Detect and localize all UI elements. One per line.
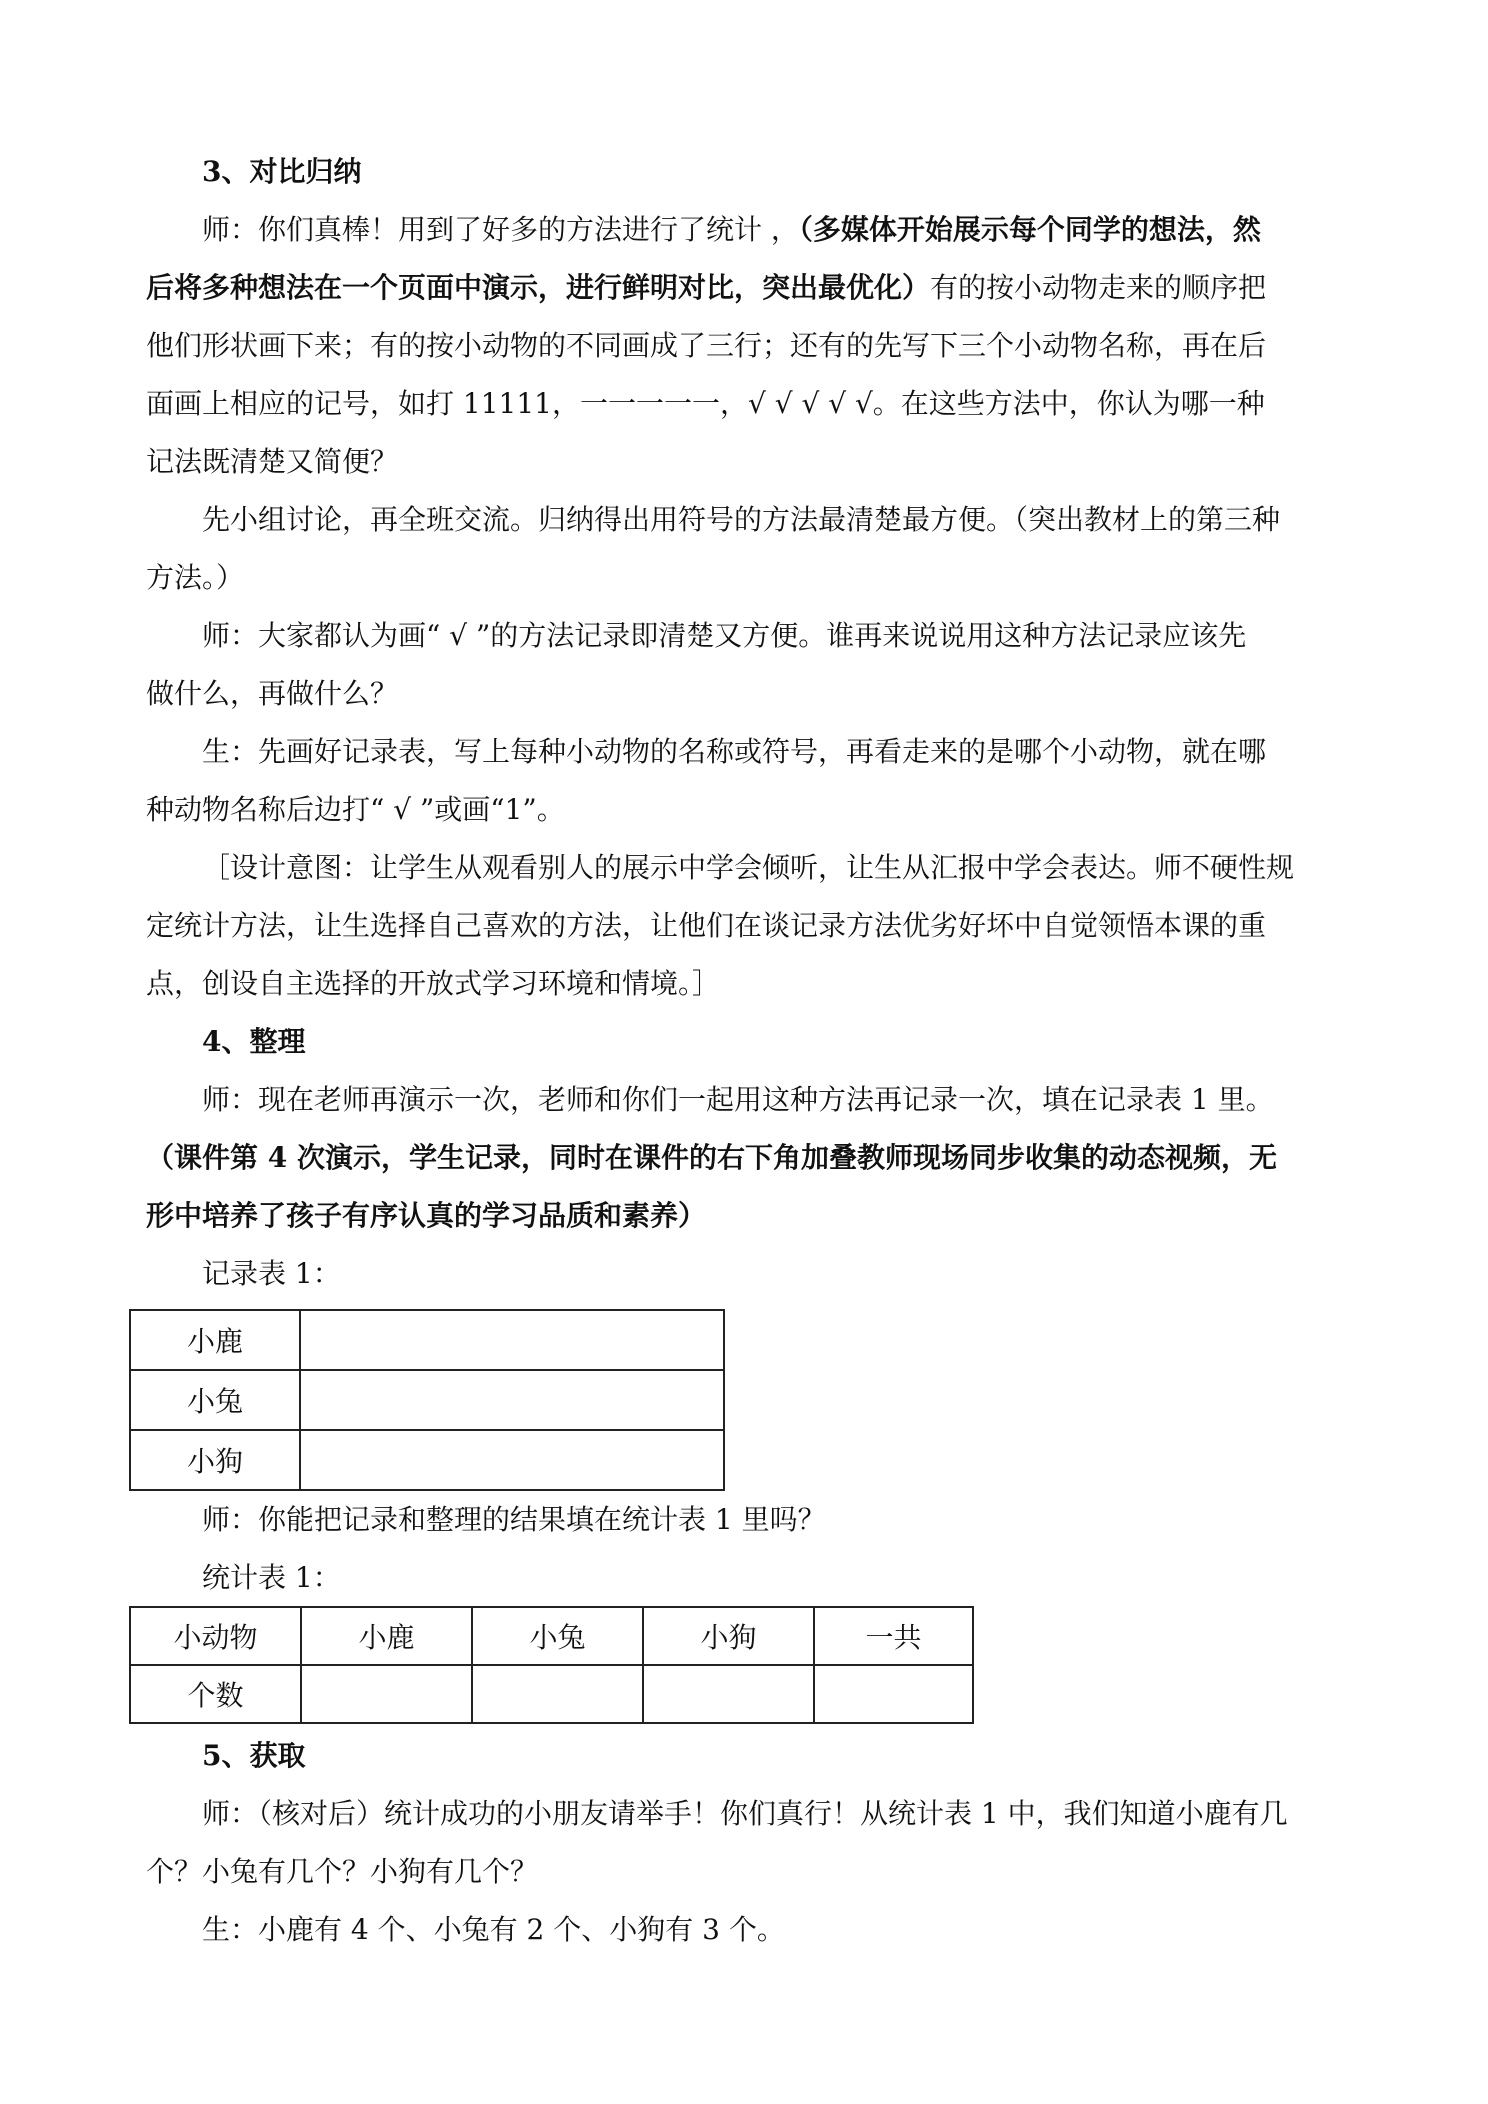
bold-note: 后将多种想法在一个页面中演示，进行鲜明对比，突出最优化）: [146, 271, 931, 304]
section-5-heading: 5、获取: [202, 1739, 306, 1772]
paragraph-line: 师：（核对后）统计成功的小朋友请举手！你们真行！从统计表 1 中，我们知道小鹿有几: [202, 1797, 1288, 1830]
paragraph-line: 生：先画好记录表，写上每种小动物的名称或符号，再看走来的是哪个小动物，就在哪: [202, 735, 1267, 768]
paragraph-line: 面画上相应的记号，如打 11111，一一一一一，√ √ √ √ √。在这些方法中，你认为哪一种: [146, 387, 1265, 420]
stat-table: [129, 1606, 974, 1724]
paragraph-line: 种动物名称后边打“ √ ”或画“1”。: [146, 793, 565, 826]
paragraph-line: 生：小鹿有 4 个、小兔有 2 个、小狗有 3 个。: [202, 1913, 785, 1946]
bold-note: （多媒体开始展示每个同学的想法，然: [798, 213, 1261, 246]
paragraph-line: 个？小兔有几个？小狗有几个？: [146, 1855, 539, 1888]
table-row-label: 个数: [130, 1665, 301, 1723]
table-header-row: [130, 1607, 973, 1665]
stat-table-label: 统计表 1：: [202, 1561, 341, 1594]
table-cell-empty: [301, 1665, 472, 1723]
table-cell-label: 小狗: [130, 1430, 300, 1490]
paragraph-line: 记法既清楚又简便？: [146, 445, 399, 478]
table-cell-empty: [472, 1665, 643, 1723]
table-cell-empty: [300, 1370, 724, 1430]
table-cell-label: 小鹿: [130, 1310, 300, 1370]
paragraph-line: 他们形状画下来；有的按小动物的不同画成了三行；还有的先写下三个小动物名称，再在后: [146, 329, 1267, 362]
design-intent-line: 点，创设自主选择的开放式学习环境和情境。］: [146, 967, 721, 1000]
table-cell-empty: [300, 1430, 724, 1490]
table-header-cell: 小狗: [643, 1607, 814, 1665]
bold-note-line: 形中培养了孩子有序认真的学习品质和素养）: [146, 1199, 707, 1232]
paragraph-line: 师：现在老师再演示一次，老师和你们一起用这种方法再记录一次，填在记录表 1 里。: [202, 1083, 1274, 1116]
bold-note-line: （课件第 4 次演示，学生记录，同时在课件的右下角加叠教师现场同步收集的动态视频，无: [146, 1141, 1277, 1174]
table-header-cell: 小兔: [472, 1607, 643, 1665]
table-header-cell: 一共: [814, 1607, 973, 1665]
table-cell-empty: [300, 1310, 724, 1370]
section-4-heading: 4、整理: [202, 1025, 306, 1058]
section-3-heading: 3、对比归纳: [202, 155, 362, 188]
design-intent-line: ［设计意图：让学生从观看别人的展示中学会倾听，让生从汇报中学会表达。师不硬性规: [202, 851, 1295, 884]
table-row: [130, 1430, 724, 1490]
table-header-cell: 小鹿: [301, 1607, 472, 1665]
table-cell-empty: [643, 1665, 814, 1723]
paragraph-line: 做什么，再做什么？: [146, 677, 399, 710]
paragraph-line: [146, 268, 1366, 308]
table-cell-label: 小兔: [130, 1370, 300, 1430]
paragraph-line: 师：大家都认为画“ √ ”的方法记录即清楚又方便。谁再来说说用这种方法记录应该先: [202, 619, 1247, 652]
paragraph-line: [202, 210, 1368, 250]
paragraph-line: 先小组讨论，再全班交流。归纳得出用符号的方法最清楚最方便。（突出教材上的第三种: [202, 503, 1281, 536]
paragraph-text: 有的按小动物走来的顺序把: [930, 271, 1267, 304]
paragraph-line: 方法。）: [146, 561, 245, 594]
table-row: [130, 1310, 724, 1370]
table-row: [130, 1665, 973, 1723]
table-header-cell: 小动物: [130, 1607, 301, 1665]
paragraph-text: 师：你们真棒！用到了好多的方法进行了统计 ，: [202, 213, 799, 246]
record-table: [129, 1309, 725, 1491]
paragraph-line: 师：你能把记录和整理的结果填在统计表 1 里吗？: [202, 1503, 826, 1536]
design-intent-line: 定统计方法，让生选择自己喜欢的方法，让他们在谈记录方法优劣好坏中自觉领悟本课的重: [146, 909, 1267, 942]
table-cell-empty: [814, 1665, 973, 1723]
table-row: [130, 1370, 724, 1430]
record-table-label: 记录表 1：: [202, 1257, 341, 1290]
